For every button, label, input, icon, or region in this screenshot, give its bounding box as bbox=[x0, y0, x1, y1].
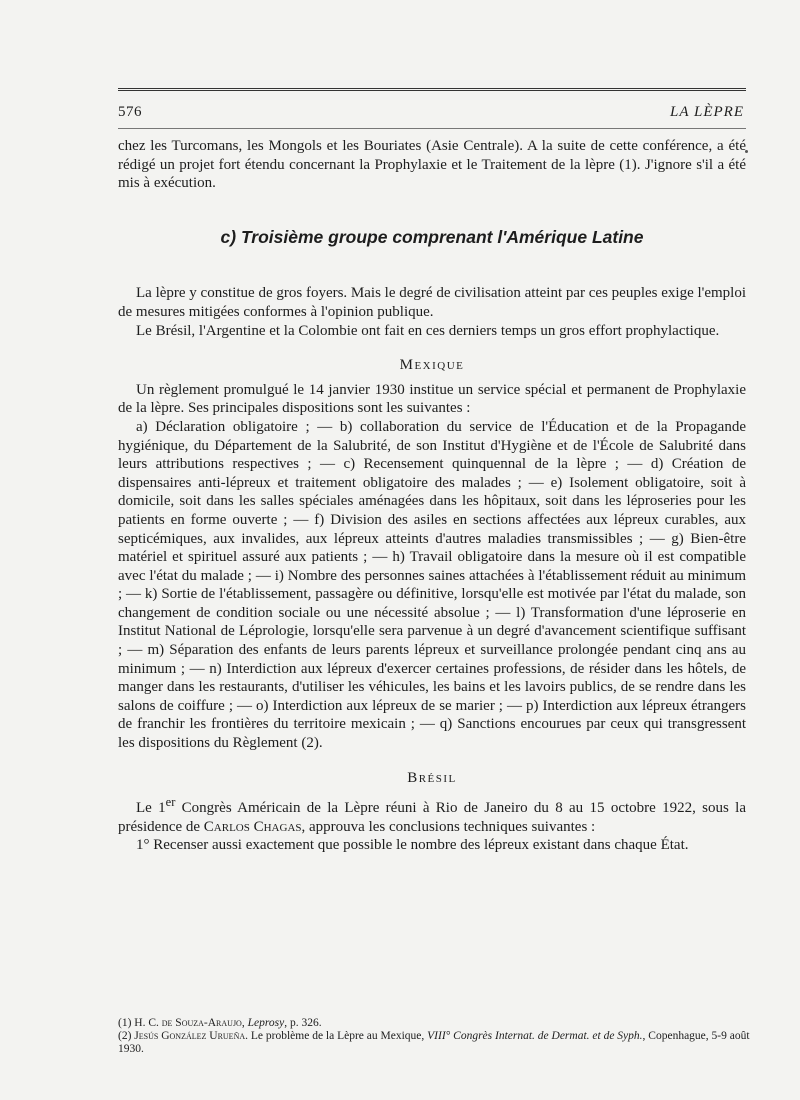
footnote-1 bbox=[118, 1017, 758, 1030]
footnote-2-author: Jesús González Urueña bbox=[134, 1030, 246, 1042]
footnote-1-sep: , bbox=[241, 1017, 248, 1029]
mexico-heading: Mexique bbox=[399, 357, 465, 374]
page-number: 576 bbox=[118, 104, 142, 120]
brazil-superscript: er bbox=[165, 795, 176, 810]
footnote-1-work: Leprosy bbox=[247, 1017, 285, 1029]
intro-paragraph: chez les Turcomans, les Mongols et les Bouriates (Asie Centrale). A la suite de cette conférence, a été rédigé un projet fort étendu concernant la Prophylaxie et le Traitement de la lèpre (1). J'ignore s'il a été mis à exécution. bbox=[118, 138, 746, 192]
footnote-1-prefix: (1) H. C. bbox=[118, 1017, 162, 1029]
mexico-paragraph-2: a) Déclaration obligatoire ; — b) collaboration du service de l'Éducation et de la Propagande hygiénique, du Département de la Salubrité, de son Institut d'Hygiène et de l'École de Salubrité dans leurs attributions respectives ; — c) Recensement quinquennal de la lèpre ; — d) Création de dispensaires anti-lépreux et traitement obligatoire des malades ; — e) Isolement obligatoire, soit à domicile, soit dans les salles spéciales aménagées dans les hôpitaux, soit dans les léproseries pour les patients en forme ouverte ; — f) Division des asiles en sections affectées aux lépreux curables, aux septicémiques, aux invalides, aux lépreux atteints d'autres maladies transmissibles ; — g) Bien-être matériel et spirituel assuré aux patients ; — h) Travail obligatoire dans la mesure où il est compatible avec l'état du malade ; — i) Nombre des personnes saines attachées à l'établissement réduit au minimum ; — k) Sortie de l'établissement, passagère ou définitive, lorsqu'elle est motivée par l'état du malade, son changement de condition sociale ou une nécessité absolue ; — l) Transformation d'une léproserie en Institut National de Léprologie, lorsqu'elle sera parvenue à un degré d'avancement scientifique suffisant ; — m) Séparation des enfants de leurs parents lépreux et surveillance prolongée pendant cinq ans au minimum ; — n) Interdiction aux lépreux d'exercer certaines professions, de résider dans les hôtels, de manger dans les restaurants, d'utiliser les véhicules, les bains et les lavoirs publics, de se rendre dans les salons de coiffure ; — o) Interdiction aux lépreux de se marier ; — p) Interdiction aux lépreux étrangers de franchir les frontières du territoire mexicain ; — q) Sanctions encourues par ceux qui transgressent les dispositions du Règlement (2). bbox=[118, 418, 746, 752]
brazil-text-mid: Congrès Américain de la Lèpre réuni à Rio de Janeiro du 8 au 15 octobre 1922, sous la présidence de bbox=[118, 800, 746, 835]
footnote-2-work: VIII° Congrès Internat. de Dermat. et de Syph. bbox=[427, 1030, 643, 1042]
brazil-item-1: 1° Recenser aussi exactement que possible le nombre des lépreux existant dans chaque État. bbox=[136, 837, 689, 854]
header-double-rule bbox=[118, 88, 746, 91]
footnote-2-mid: . Le problème de la Lèpre au Mexique, bbox=[245, 1030, 428, 1042]
section-paragraph-1: La lèpre y constitue de gros foyers. Mais le degré de civilisation atteint par ces peuples exige l'emploi de mesures mitigées conformes à l'opinion publique. bbox=[118, 285, 747, 320]
running-title: LA LÈPRE bbox=[670, 104, 744, 120]
section-paragraph-2: Le Brésil, l'Argentine et la Colombie ont fait en ces derniers temps un gros effort prophylactique. bbox=[136, 322, 720, 339]
brazil-paragraph bbox=[118, 793, 746, 836]
footnote-1-rest: , p. 326. bbox=[284, 1017, 322, 1029]
footnote-2 bbox=[118, 1030, 758, 1056]
brazil-text-end: , approuva les conclusions techniques suivantes : bbox=[301, 818, 596, 835]
footnote-2-rest: , Copenhague, 5-9 août 1930. bbox=[118, 1030, 750, 1055]
footnotes bbox=[118, 1017, 758, 1056]
brazil-text-start: Le 1 bbox=[136, 800, 166, 817]
header-thin-rule bbox=[118, 128, 746, 129]
mexico-paragraph-1: Un règlement promulgué le 14 janvier 1930 institue un service spécial et permanent de Prophylaxie de la lèpre. Ses principales dispositions sont les suivantes : bbox=[118, 381, 746, 417]
footnote-2-prefix: (2) bbox=[118, 1030, 135, 1042]
body-text bbox=[118, 137, 746, 855]
brazil-person-name: Carlos Chagas bbox=[203, 818, 302, 835]
section-title: c) Troisième groupe comprenant l'Amérique Latine bbox=[220, 226, 644, 247]
brazil-heading: Brésil bbox=[407, 769, 457, 786]
footnote-1-author: de Souza-Araujo bbox=[161, 1017, 242, 1029]
